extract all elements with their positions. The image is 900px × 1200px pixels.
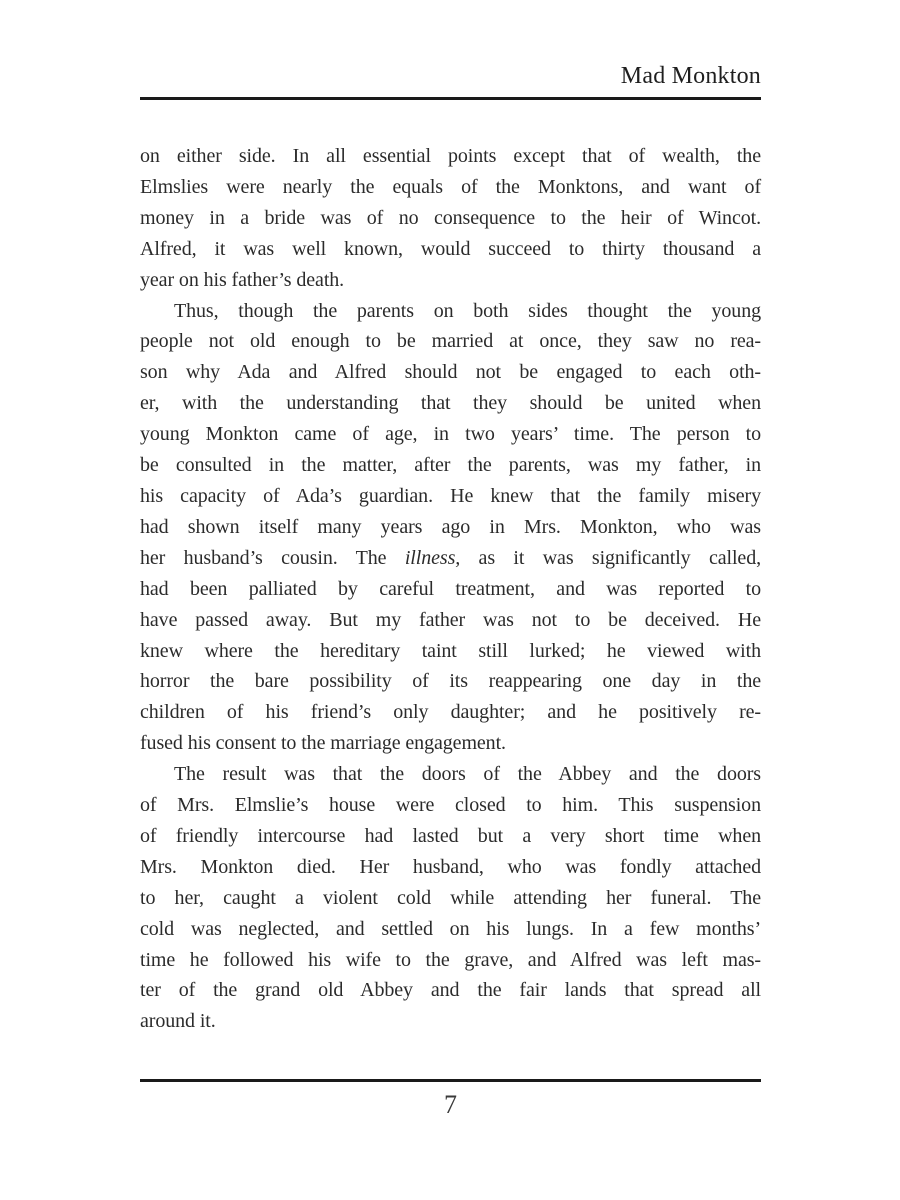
text-line <box>140 975 761 1006</box>
emphasized-text: illness, <box>404 546 461 569</box>
text-line <box>140 636 761 667</box>
text-segment: horror the bare possibility of its reappearing one day in the <box>140 670 761 693</box>
text-segment: time he followed his wife to the grave, and Alfred was left mas- <box>140 948 761 971</box>
text-line <box>140 1006 761 1037</box>
text-segment: cold was neglected, and settled on his lungs. In a few months’ <box>140 917 761 940</box>
text-segment: er, with the understanding that they should be united when <box>140 392 761 415</box>
text-line <box>140 543 761 574</box>
text-line <box>140 296 761 327</box>
text-line <box>140 450 761 481</box>
running-head-title: Mad Monkton <box>620 63 761 89</box>
text-segment: The result was that the doors of the Abbey and the doors <box>174 763 761 786</box>
text-line <box>140 605 761 636</box>
text-segment: had been palliated by careful treatment, and was reported to <box>140 577 761 600</box>
text-line <box>140 234 761 265</box>
text-line <box>140 759 761 790</box>
text-segment: around it. <box>140 1010 216 1033</box>
text-segment: son why Ada and Alfred should not be engaged to each oth- <box>140 361 761 384</box>
text-line <box>140 388 761 419</box>
text-segment: people not old enough to be married at once, they saw no rea- <box>140 330 761 353</box>
text-segment: on either side. In all essential points except that of wealth, the <box>140 145 761 167</box>
text-line <box>140 141 761 172</box>
footer-rule <box>140 1079 761 1082</box>
text-segment: children of his friend’s only daughter; and he positively re- <box>140 701 761 724</box>
text-segment: have passed away. But my father was not to be deceived. He <box>140 608 761 631</box>
text-segment: ter of the grand old Abbey and the fair lands that spread all <box>140 979 761 1002</box>
text-segment: fused his consent to the marriage engagement. <box>140 732 506 755</box>
text-line <box>140 265 761 296</box>
text-line <box>140 203 761 234</box>
text-line <box>140 945 761 976</box>
text-segment: year on his father’s death. <box>140 268 345 291</box>
text-line <box>140 666 761 697</box>
text-segment: to her, caught a violent cold while attending her funeral. The <box>140 886 761 909</box>
body-text <box>140 141 761 1037</box>
text-segment: money in a bride was of no consequence to the heir of Wincot. <box>140 206 761 229</box>
text-line <box>140 357 761 388</box>
text-line <box>140 419 761 450</box>
text-line <box>140 574 761 605</box>
text-line <box>140 821 761 852</box>
text-segment: had shown itself many years ago in Mrs. Monkton, who was <box>140 515 761 538</box>
text-line <box>140 512 761 543</box>
paragraph <box>140 759 761 1037</box>
text-line <box>140 172 761 203</box>
text-line <box>140 481 761 512</box>
text-line <box>140 326 761 357</box>
text-segment: of Mrs. Elmslie’s house were closed to him. This suspension <box>140 794 761 817</box>
text-line <box>140 914 761 945</box>
text-segment: be consulted in the matter, after the parents, was my father, in <box>140 454 761 477</box>
text-segment: Mrs. Monkton died. Her husband, who was fondly attached <box>140 855 761 878</box>
text-segment: as it was significantly called, <box>460 546 762 569</box>
text-segment: Alfred, it was well known, would succeed to thirty thousand a <box>140 237 761 260</box>
text-line <box>140 883 761 914</box>
header-rule <box>140 97 761 100</box>
text-line <box>140 728 761 759</box>
text-segment: young Monkton came of age, in two years’ time. The person to <box>140 423 761 446</box>
text-segment: his capacity of Ada’s guardian. He knew that the family misery <box>140 484 761 507</box>
text-segment: knew where the hereditary taint still lurked; he viewed with <box>140 639 761 662</box>
paragraph <box>140 141 761 296</box>
text-segment: Elmslies were nearly the equals of the Monktons, and want of <box>140 175 761 198</box>
text-line <box>140 697 761 728</box>
text-segment: her husband’s cousin. The <box>140 546 405 569</box>
page-number: 7 <box>444 1090 457 1119</box>
text-segment: of friendly intercourse had lasted but a very short time when <box>140 824 761 847</box>
text-line <box>140 852 761 883</box>
text-line <box>140 790 761 821</box>
paragraph <box>140 296 761 760</box>
text-segment: Thus, though the parents on both sides thought the young <box>174 299 761 322</box>
